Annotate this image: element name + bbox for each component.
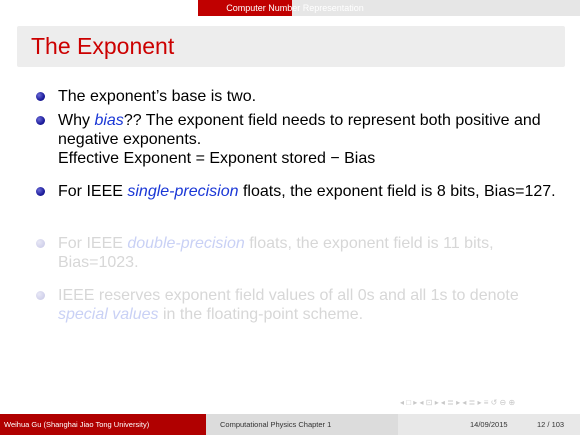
bullet-text-pre: For IEEE — [58, 183, 128, 200]
bullet-icon — [36, 116, 45, 125]
footer-date: 14/09/2015 — [470, 420, 508, 429]
bullet-emphasis: bias — [94, 112, 124, 129]
footer-page-number: 12 / 103 — [537, 420, 565, 429]
bullet-item — [58, 182, 568, 201]
bullet-text: The exponent’s base is two. — [58, 88, 257, 105]
bullet-icon — [36, 239, 45, 248]
bullet-item — [58, 87, 568, 106]
navigation-symbols[interactable]: ◂ □ ▸ ◂ ⊡ ▸ ◂ ≣ ▸ ◂ ≣ ▸ ≡ ↺ ⊖ ⊕ — [400, 398, 516, 407]
footer-author: Weihua Gu (Shanghai Jiao Tong University) — [4, 420, 150, 429]
bullet-icon — [36, 187, 45, 196]
bullet-text-pre: For IEEE — [58, 235, 128, 252]
bullet-formula: Effective Exponent = Exponent stored − Bias — [58, 150, 376, 167]
bullet-icon — [36, 291, 45, 300]
footer-bar — [0, 414, 580, 435]
bullet-item — [58, 111, 568, 168]
section-title[interactable]: Computer Number Representation — [226, 3, 364, 13]
bullet-text-post: in the floating-point scheme. — [158, 306, 364, 323]
bullet-item-dimmed — [58, 286, 568, 324]
bullet-text-pre: IEEE reserves exponent field values of all 0s and all 1s to denote — [58, 287, 519, 304]
bullet-icon — [36, 92, 45, 101]
bullet-text-post: ?? The exponent field needs to represent both positive and negative exponents. — [58, 112, 541, 148]
footer-course: Computational Physics Chapter 1 — [220, 420, 332, 429]
header-bar — [0, 0, 580, 16]
bullet-emphasis: double-precision — [127, 235, 245, 252]
slide-title: The Exponent — [31, 33, 175, 59]
bullet-emphasis: special values — [58, 306, 159, 323]
bullet-text-post: floats, the exponent field is 8 bits, Bias=127. — [238, 183, 556, 200]
bullet-text-post: floats, the exponent field is 11 bits, Bias=1023. — [58, 235, 494, 271]
bullet-item-dimmed — [58, 234, 568, 272]
bullet-text-pre: Why — [58, 112, 95, 129]
bullet-emphasis: single-precision — [127, 183, 239, 200]
